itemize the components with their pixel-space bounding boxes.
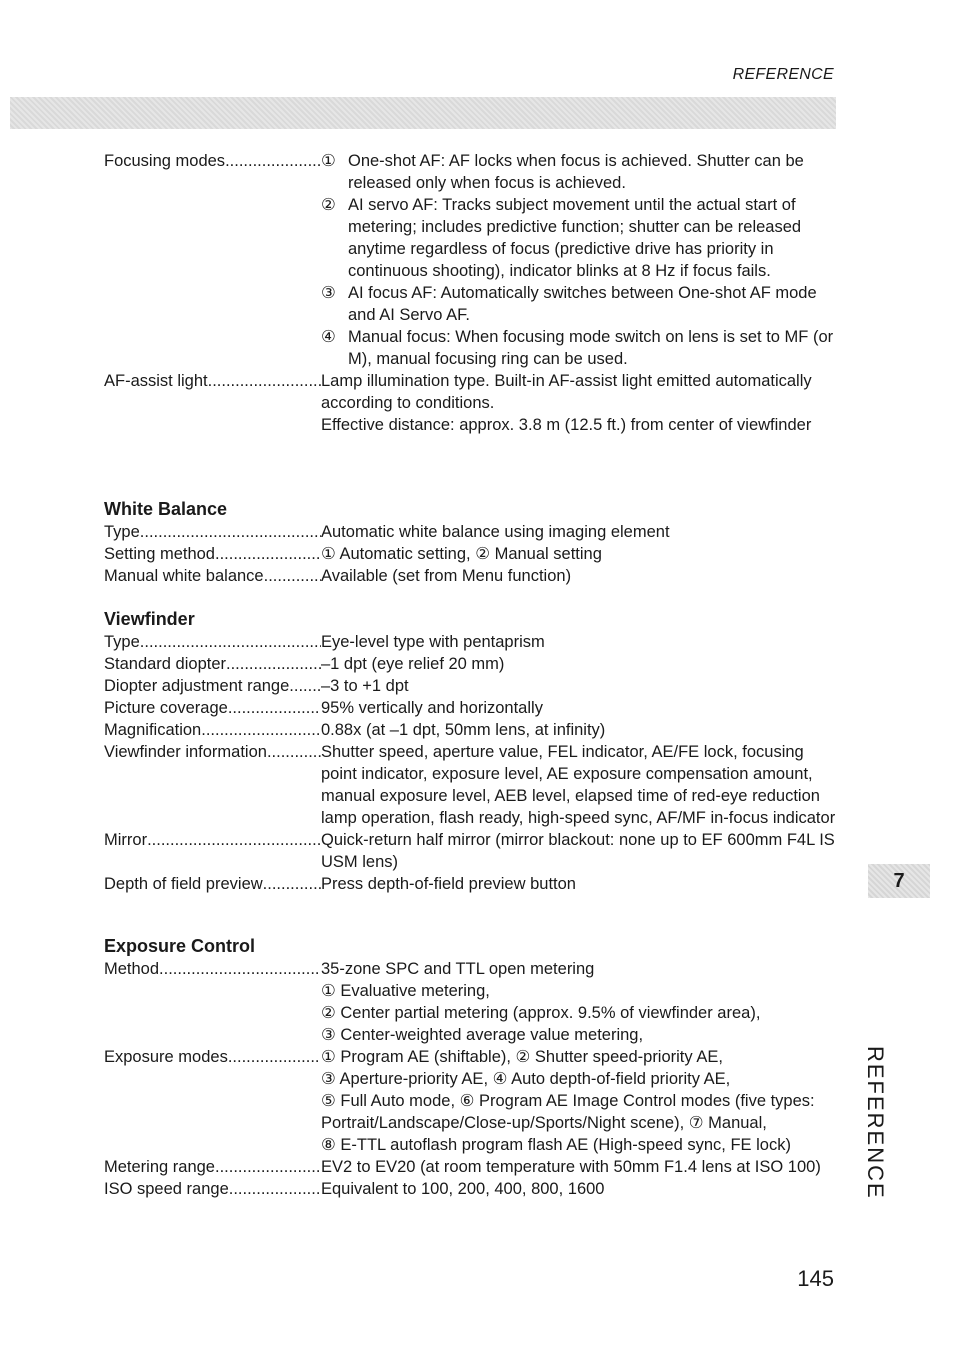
spec-label: Standard diopter <box>104 655 227 673</box>
spec-value: 95% vertically and horizontally <box>321 699 543 717</box>
spec-row <box>104 741 844 829</box>
spec-label: Mirror <box>104 831 148 849</box>
spec-label: Metering range <box>104 1158 215 1176</box>
spec-label: Viewfinder information <box>104 743 267 761</box>
viewfinder-section <box>104 607 844 895</box>
spec-value: ② Center partial metering (approx. 9.5% of viewfinder area), <box>321 1004 761 1022</box>
spec-value: Quick-return half mirror (mirror blackout: none up to EF 600mm F4L IS USM lens) <box>321 831 835 871</box>
spec-row <box>104 521 844 543</box>
spec-value: ⑧ E-TTL autoflash program flash AE (High-speed sync, FE lock) <box>321 1136 791 1154</box>
spec-value: 0.88x (at –1 dpt, 50mm lens, at infinity) <box>321 721 606 739</box>
header-band <box>10 97 836 129</box>
item-number: ① <box>321 152 336 170</box>
spec-label: Focusing modes <box>104 152 226 170</box>
spec-row <box>104 697 844 719</box>
spec-label: Magnification <box>104 721 202 739</box>
spec-row <box>104 565 844 587</box>
focusing-section <box>104 150 844 436</box>
exposure-section <box>104 934 844 1200</box>
spec-value: –3 to +1 dpt <box>321 677 409 695</box>
spec-row <box>104 1178 844 1200</box>
item-number: ④ <box>321 328 336 346</box>
white-balance-section <box>104 497 844 587</box>
chapter-tab-number: 7 <box>868 864 930 898</box>
section-heading: Exposure Control <box>104 936 256 956</box>
section-heading: White Balance <box>104 499 228 519</box>
spec-row-focusing-modes <box>104 150 844 370</box>
spec-label: Setting method <box>104 545 215 563</box>
spec-value: ⑤ Full Auto mode, ⑥ Program AE Image Control modes (five types: Portrait/Landscape/Close-up/Sports/Night scene), ⑦ Manual, <box>321 1092 815 1132</box>
item-text: AI focus AF: Automatically switches between One-shot AF mode and AI Servo AF. <box>348 284 817 324</box>
spec-row <box>104 719 844 741</box>
spec-value: Effective distance: approx. 3.8 m (12.5 ft.) from center of viewfinder <box>321 416 812 434</box>
section-heading: Viewfinder <box>104 609 195 629</box>
spec-label: Diopter adjustment range <box>104 677 290 695</box>
spec-label: Depth of field preview <box>104 875 263 893</box>
spec-value: ① Program AE (shiftable), ② Shutter speed-priority AE, <box>321 1048 723 1066</box>
spec-value: Available (set from Menu function) <box>321 567 572 585</box>
spec-value: Lamp illumination type. Built-in AF-assist light emitted automatically according to conditions. <box>321 372 812 412</box>
spec-row <box>104 829 844 873</box>
running-header: REFERENCE <box>732 66 834 83</box>
spec-value: 35-zone SPC and TTL open metering <box>321 960 595 978</box>
spec-value: Shutter speed, aperture value, FEL indicator, AE/FE lock, focusing point indicator, exposure level, AE exposure compensation amount, manual exposure level, AEB level, elapsed time of red-eye reduction lamp operation, flash ready, high-speed sync, AF/MF in-focus indicator <box>321 743 836 827</box>
spec-value: –1 dpt (eye relief 20 mm) <box>321 655 505 673</box>
spec-label: ISO speed range <box>104 1180 229 1198</box>
spec-row <box>104 873 844 895</box>
spec-value: ③ Aperture-priority AE, ④ Auto depth-of-field priority AE, <box>321 1070 731 1088</box>
spec-value: ① Automatic setting, ② Manual setting <box>321 545 602 563</box>
spec-row <box>104 631 844 653</box>
item-number: ② <box>321 196 336 214</box>
spec-label: Type <box>104 633 140 651</box>
spec-label: Picture coverage <box>104 699 228 717</box>
spec-row <box>104 653 844 675</box>
spec-value: EV2 to EV20 (at room temperature with 50mm F1.4 lens at ISO 100) <box>321 1158 821 1176</box>
spec-label: Exposure modes <box>104 1048 228 1066</box>
page-number: 145 <box>797 1266 834 1291</box>
spec-label: Method <box>104 960 160 978</box>
spec-value: Equivalent to 100, 200, 400, 800, 1600 <box>321 1180 605 1198</box>
spec-row <box>104 1046 844 1156</box>
chapter-tab-label: REFERENCE <box>863 1046 888 1200</box>
item-text: AI servo AF: Tracks subject movement until the actual start of metering; includes predictive function; shutter can be released anytime regardless of focus (predictive drive has priority in continuous shooting), indicator blinks at 8 Hz if focus fails. <box>348 196 802 280</box>
spec-value: Automatic white balance using imaging element <box>321 523 670 541</box>
spec-value: Eye-level type with pentaprism <box>321 633 545 651</box>
spec-value: ③ Center-weighted average value metering, <box>321 1026 644 1044</box>
spec-label: Type <box>104 523 140 541</box>
item-number: ③ <box>321 284 336 302</box>
item-text: Manual focus: When focusing mode switch on lens is set to MF (or M), manual focusing ring can be used. <box>348 328 834 368</box>
spec-row <box>104 675 844 697</box>
spec-value: ① Evaluative metering, <box>321 982 490 1000</box>
spec-row <box>104 1156 844 1178</box>
spec-row <box>104 958 844 1046</box>
spec-value: Press depth-of-field preview button <box>321 875 576 893</box>
spec-label: Manual white balance <box>104 567 264 585</box>
spec-label: AF-assist light <box>104 372 208 390</box>
item-text: One-shot AF: AF locks when focus is achieved. Shutter can be released only when focus is achieved. <box>348 152 804 192</box>
spec-row <box>104 543 844 565</box>
spec-row-af-assist <box>104 370 844 436</box>
